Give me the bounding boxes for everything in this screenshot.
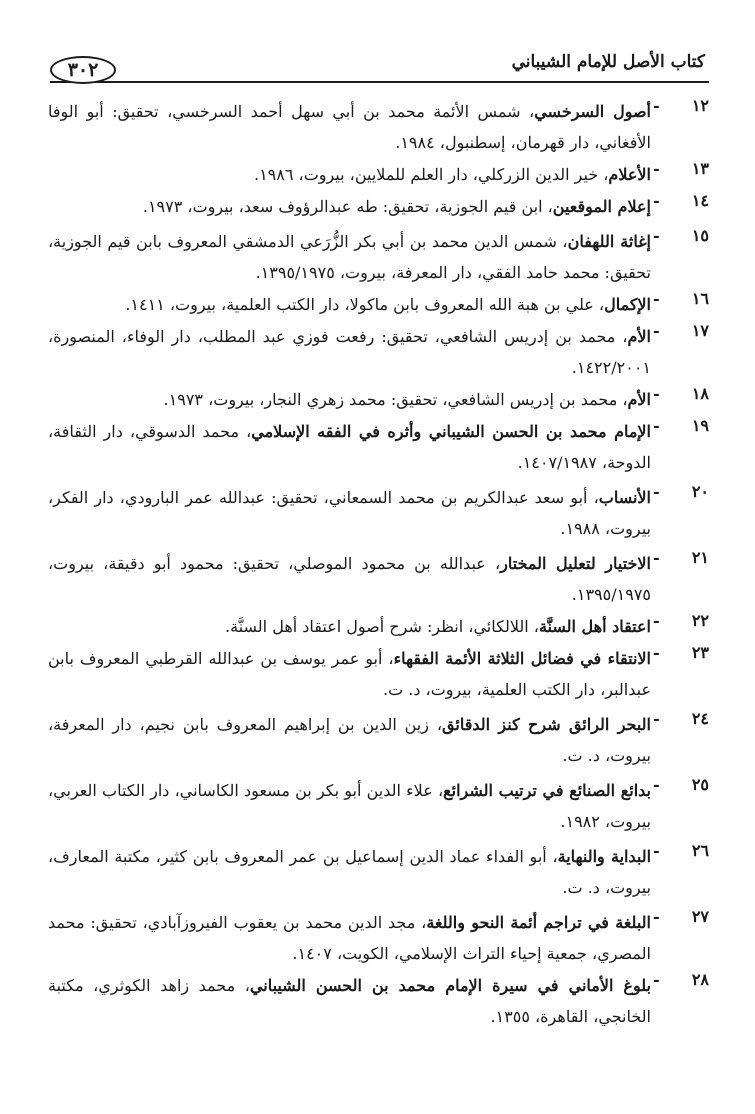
entry-text <box>48 384 651 415</box>
entry-title: أصول السرخسي <box>534 102 652 121</box>
entry-dash: - <box>653 416 660 435</box>
entry-text <box>48 775 651 837</box>
entry-dash: - <box>653 611 660 630</box>
entry-details: ، خير الدين الزركلي، دار العلم للملايين، بيروت، ١٩٨٦. <box>253 165 609 184</box>
entry-text <box>48 226 651 288</box>
entry-details: ، محمد الدسوقي، دار الثقافة، الدوحة، ١٤٠٧/١٩٨٧. <box>48 422 651 472</box>
entry-text <box>48 321 651 383</box>
entry-number-value: ٢٤ <box>691 709 709 728</box>
entry-number <box>653 191 709 210</box>
bibliography-entry <box>48 907 709 969</box>
entry-dash: - <box>653 96 660 115</box>
entry-text <box>48 159 651 190</box>
entry-details: ، عبدالله بن محمود الموصلي، تحقيق: محمود أبو دقيقة، بيروت، ١٣٩٥/١٩٧٥. <box>48 554 651 604</box>
entry-title: إغاثة اللهفان <box>567 232 652 251</box>
entry-details: ، محمد بن إدريس الشافعي، تحقيق: رفعت فوزي عبد المطلب، دار الوفاء، المنصورة، ١٤٢٢/٢٠٠١. <box>48 327 651 377</box>
bibliography-entry <box>48 775 709 837</box>
entry-details: ، أبو سعد عبدالكريم بن محمد السمعاني، تحقيق: عبدالله عمر البارودي، دار الفكر، بيروت، ١٩٨٨. <box>48 488 651 538</box>
header-rule <box>50 81 709 83</box>
entry-number-value: ٢٧ <box>691 907 709 926</box>
entry-details: ، علي بن هبة الله المعروف بابن ماكولا، دار الكتب العلمية، بيروت، ١٤١١. <box>125 295 605 314</box>
entry-title: الأعلام <box>608 165 651 184</box>
entry-title: الانتقاء في فضائل الثلاثة الأئمة الفقهاء <box>393 649 651 668</box>
entry-text <box>48 970 651 1032</box>
bibliography-entry <box>48 289 709 320</box>
bibliography-entry <box>48 321 709 383</box>
entry-text <box>48 841 651 903</box>
entry-number <box>653 226 709 245</box>
entry-number <box>653 159 709 178</box>
entry-number-value: ١٢ <box>691 96 709 115</box>
entry-number-value: ١٩ <box>691 416 709 435</box>
entry-details: ، ابن قيم الجوزية، تحقيق: طه عبدالرؤوف سعد، بيروت، ١٩٧٣. <box>142 197 553 216</box>
entry-dash: - <box>653 482 660 501</box>
entry-dash: - <box>653 970 660 989</box>
entry-title: بلوغ الأماني في سيرة الإمام محمد بن الحسن الشيباني <box>249 976 651 995</box>
entry-number-value: ٢٥ <box>691 775 709 794</box>
entry-title: اعتقاد أهل السنَّة <box>538 617 651 636</box>
entry-number <box>653 548 709 567</box>
entry-number-value: ١٤ <box>691 191 709 210</box>
entry-title: إعلام الموقعين <box>552 197 651 216</box>
entry-number <box>653 709 709 728</box>
entry-title: الأم <box>627 327 651 346</box>
entry-number <box>653 416 709 435</box>
entry-dash: - <box>653 384 660 403</box>
entry-details: ، أبو الفداء عماد الدين إسماعيل بن عمر المعروف بابن كثير، مكتبة المعارف، بيروت، د. ت. <box>48 847 651 897</box>
bibliography-entry <box>48 841 709 903</box>
entry-dash: - <box>653 907 660 926</box>
bibliography-entry <box>48 159 709 190</box>
entry-number <box>653 970 709 989</box>
entry-number <box>653 96 709 115</box>
entry-number-value: ١٥ <box>691 226 709 245</box>
entry-number-value: ٢٣ <box>691 643 709 662</box>
entry-text <box>48 482 651 544</box>
entry-number <box>653 775 709 794</box>
entry-title: الأم <box>627 390 651 409</box>
bibliography-entry <box>48 384 709 415</box>
entry-text <box>48 548 651 610</box>
page-header <box>46 44 709 84</box>
entry-number <box>653 289 709 308</box>
entry-dash: - <box>653 226 660 245</box>
entry-number-value: ١٨ <box>691 384 709 403</box>
page-number: ٣٠٢ <box>50 56 116 84</box>
bibliography-entry <box>48 709 709 771</box>
entry-title: الاختيار لتعليل المختار <box>500 554 651 573</box>
entry-dash: - <box>653 775 660 794</box>
bibliography-entry <box>48 482 709 544</box>
entry-dash: - <box>653 709 660 728</box>
entry-title: الإكمال <box>604 295 651 314</box>
entry-text <box>48 289 651 320</box>
entry-details: ، محمد زاهد الكوثري، مكتبة الخانجي، القاهرة، ١٣٥٥. <box>48 976 651 1026</box>
entry-dash: - <box>653 548 660 567</box>
entry-number-value: ٢٢ <box>691 611 709 630</box>
entry-text <box>48 416 651 478</box>
entry-details: ، علاء الدين أبو بكر بن مسعود الكاساني، دار الكتاب العربي، بيروت، ١٩٨٢. <box>48 781 651 831</box>
bibliography-entry <box>48 96 709 158</box>
entry-number-value: ١٣ <box>691 159 709 178</box>
entry-text <box>48 643 651 705</box>
entry-text <box>48 191 651 222</box>
entry-dash: - <box>653 321 660 340</box>
entry-dash: - <box>653 191 660 210</box>
entry-details: ، زين الدين بن إبراهيم المعروف بابن نجيم، دار المعرفة، بيروت، د. ت. <box>48 715 651 765</box>
bibliography-entry <box>48 191 709 222</box>
entry-details: ، محمد بن إدريس الشافعي، تحقيق: محمد زهري النجار، بيروت، ١٩٧٣. <box>163 390 628 409</box>
entry-dash: - <box>653 643 660 662</box>
entry-details: ، شمس الدين محمد بن أبي بكر الزُّرَعي الدمشقي المعروف بابن قيم الجوزية، تحقيق: محمد حامد الفقي، دار المعرفة، بيروت، ١٣٩٥/١٩٧٥. <box>48 232 651 282</box>
entry-text <box>48 907 651 969</box>
entry-number-value: ٢٠ <box>691 482 709 501</box>
entry-number-value: ٢١ <box>691 548 709 567</box>
entry-number <box>653 384 709 403</box>
entry-number <box>653 611 709 630</box>
book-title: كتاب الأصل للإمام الشيباني <box>511 52 705 72</box>
entry-dash: - <box>653 289 660 308</box>
entry-details: ، مجد الدين محمد بن يعقوب الفيروزآبادي، تحقيق: محمد المصري، جمعية إحياء التراث الإسلامي، الكويت، ١٤٠٧. <box>48 913 651 963</box>
entry-title: البلغة في تراجم أئمة النحو واللغة <box>426 913 652 932</box>
entry-number <box>653 907 709 926</box>
bibliography-entry <box>48 970 709 1032</box>
bibliography-entry <box>48 611 709 642</box>
entry-title: الأنساب <box>598 488 651 507</box>
entry-number-value: ١٧ <box>691 321 709 340</box>
bibliography-entry <box>48 416 709 478</box>
entry-number <box>653 841 709 860</box>
entry-number <box>653 321 709 340</box>
entry-title: بدائع الصنائع في ترتيب الشرائع <box>443 781 651 800</box>
entry-number <box>653 643 709 662</box>
bibliography-entry <box>48 643 709 705</box>
entry-number-value: ٢٦ <box>691 841 709 860</box>
entry-title: البداية والنهاية <box>557 847 652 866</box>
entry-title: الإمام محمد بن الحسن الشيباني وأثره في الفقه الإسلامي <box>251 422 651 441</box>
entry-text <box>48 709 651 771</box>
bibliography-entry <box>48 226 709 288</box>
entry-number-value: ١٦ <box>691 289 709 308</box>
entry-details: ، أبو عمر يوسف بن عبدالله القرطبي المعروف بابن عبدالبر، دار الكتب العلمية، بيروت، د. ت. <box>48 649 651 699</box>
entry-dash: - <box>653 159 660 178</box>
entry-details: ، اللالكائي، انظر: شرح أصول اعتقاد أهل السنَّة. <box>225 617 539 636</box>
entry-number <box>653 482 709 501</box>
bibliography-entry <box>48 548 709 610</box>
entry-text <box>48 96 651 158</box>
entry-dash: - <box>653 841 660 860</box>
entry-text <box>48 611 651 642</box>
entry-details: ، شمس الأئمة محمد بن أبي سهل أحمد السرخسي، تحقيق: أبو الوفا الأفغاني، دار قهرمان، إسطنبول، ١٩٨٤. <box>48 102 651 152</box>
entry-title: البحر الرائق شرح كنز الدقائق <box>442 715 651 734</box>
bibliography-list <box>48 96 709 1032</box>
entry-number-value: ٢٨ <box>691 970 709 989</box>
